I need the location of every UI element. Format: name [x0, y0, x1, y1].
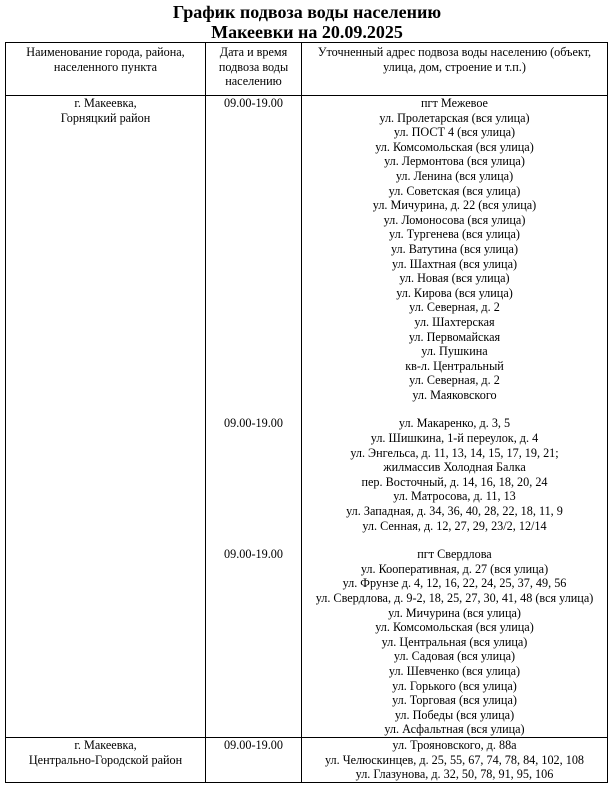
settlement-cell [6, 96, 206, 417]
address-line: кв-л. Центральный [405, 358, 504, 373]
address-line: ул. Пушкина [421, 344, 488, 359]
address-cell [302, 96, 608, 417]
table-row [6, 96, 608, 417]
address-line: ул. Кооперативная, д. 27 (вся улица) [360, 561, 549, 576]
address-line: ул. Матросова, д. 11, 13 [393, 489, 516, 504]
datetime-cell: 09.00-19.00 [206, 416, 302, 547]
address-line: ул. Комсомольская (вся улица) [375, 620, 534, 635]
address-line: ул. Садовая (вся улица) [393, 649, 516, 664]
address-line: ул. Ломоносова (вся улица) [383, 212, 526, 227]
address-line: ул. Кирова (вся улица) [396, 285, 513, 300]
district-name-line-1: г. Макеевка, [74, 737, 137, 752]
address-cell [302, 737, 608, 782]
table-row [6, 737, 608, 782]
district-name-line-2: Горняцкий район [60, 110, 151, 125]
settlement-cell [6, 547, 206, 737]
address-line: ул. Челюскинцев, д. 25, 55, 67, 74, 78, 84, 102, 108 [324, 752, 585, 767]
address-line: ул. Фрунзе д. 4, 12, 16, 22, 24, 25, 37, 49, 56 [342, 576, 567, 591]
water-schedule-table [5, 42, 608, 783]
address-line: ул. ПОСТ 4 (вся улица) [393, 125, 516, 140]
address-line: ул. Трояновского, д. 88а [392, 737, 517, 752]
header-settlement: Наименование города, района, населенного пункта [6, 43, 206, 96]
table-row [6, 416, 608, 547]
address-cell [302, 547, 608, 737]
address-line: ул. Лермонтова (вся улица) [384, 154, 525, 169]
address-line: ул. Новая (вся улица) [399, 271, 510, 286]
address-line: ул. Торговая (вся улица) [392, 693, 517, 708]
address-line: ул. Западная, д. 34, 36, 40, 28, 22, 18, 11, 9 [346, 504, 563, 519]
address-line: пгт Межевое [421, 96, 488, 110]
address-line: ул. Первомайская [408, 329, 501, 344]
title-line-1: График подвоза воды населению [172, 2, 442, 22]
address-line: ул. Макаренко, д. 3, 5 [398, 416, 511, 431]
table-row [6, 547, 608, 737]
address-line: жилмассив Холодная Балка [383, 460, 526, 475]
address-line: ул. Асфальтная (вся улица) [384, 722, 525, 737]
settlement-cell [6, 737, 206, 782]
address-line: ул. Горького (вся улица) [392, 678, 517, 693]
address-line: пер. Восточный, д. 14, 16, 18, 20, 24 [361, 474, 548, 489]
address-line: ул. Маяковского [412, 387, 497, 402]
address-line: ул. Северная, д. 2 [409, 373, 500, 388]
header-datetime: Дата и время подвоза воды населению [206, 43, 302, 96]
district-name-line-2: Центрально-Городской район [28, 752, 183, 767]
address-line: ул. Мичурина (вся улица) [388, 605, 521, 620]
address-line: ул. Победы (вся улица) [394, 707, 515, 722]
address-line: ул. Комсомольская (вся улица) [375, 139, 534, 154]
address-line: ул. Шахтерская [414, 314, 495, 329]
address-cell [302, 416, 608, 547]
address-line: ул. Свердлова, д. 9-2, 18, 25, 27, 30, 41, 48 (вся улица) [315, 591, 594, 605]
datetime-cell: 09.00-19.00 [206, 547, 302, 737]
datetime-cell: 09.00-19.00 [206, 737, 302, 782]
address-line: ул. Шишкина, 1-й переулок, д. 4 [370, 431, 539, 446]
settlement-cell [6, 416, 206, 547]
table-body [6, 96, 608, 783]
table-header-row [6, 43, 608, 96]
address-line: ул. Ватутина (вся улица) [391, 241, 518, 256]
district-name-line-1: г. Макеевка, [74, 96, 137, 110]
address-line: ул. Северная, д. 2 [409, 300, 500, 315]
address-line: ул. Глазунова, д. 32, 50, 78, 91, 95, 106 [355, 767, 554, 782]
address-line: ул. Мичурина, д. 22 (вся улица) [372, 198, 537, 213]
address-line: ул. Ленина (вся улица) [395, 168, 514, 183]
address-line: ул. Пролетарская (вся улица) [379, 110, 530, 125]
address-line: ул. Тургенева (вся улица) [389, 227, 520, 242]
address-line: ул. Энгельса, д. 11, 13, 14, 15, 17, 19, 21; [350, 445, 559, 460]
document-title [0, 2, 614, 42]
title-line-2: Макеевки на 20.09.2025 [211, 22, 403, 42]
datetime-cell: 09.00-19.00 [206, 96, 302, 417]
address-line: ул. Шевченко (вся улица) [388, 663, 521, 678]
header-address: Уточненный адрес подвоза воды населению (объект, улица, дом, строение и т.п.) [302, 43, 608, 96]
address-line: ул. Сенная, д. 12, 27, 29, 23/2, 12/14 [362, 518, 547, 533]
address-line: ул. Советская (вся улица) [388, 183, 521, 198]
address-line: ул. Центральная (вся улица) [381, 634, 528, 649]
address-line: ул. Шахтная (вся улица) [391, 256, 518, 271]
address-line: пгт Свердлова [417, 547, 492, 562]
